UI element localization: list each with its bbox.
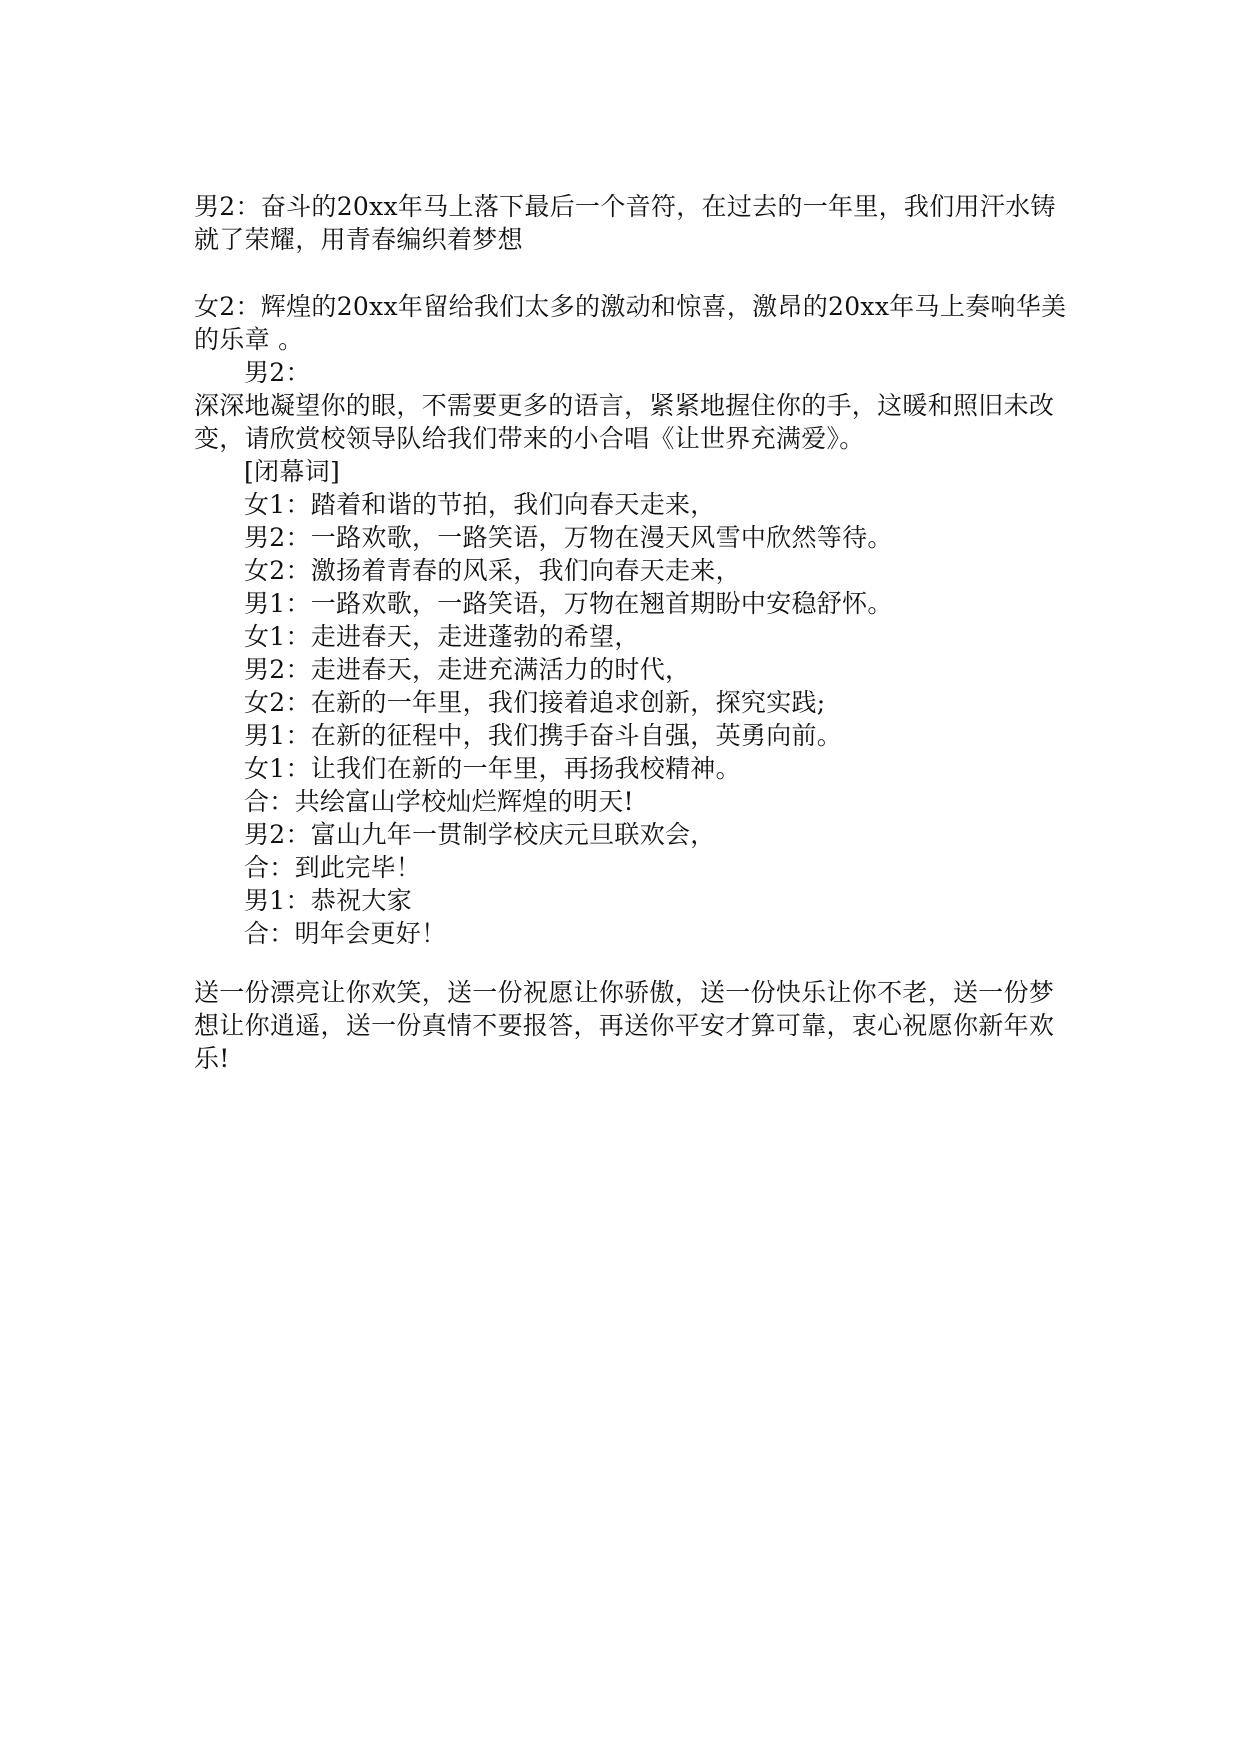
paragraph-greeting	[194, 976, 1054, 1075]
speaker-line: 男2：	[244, 358, 311, 387]
text-line: 男2：奋斗的20xx年马上落下最后一个音符，在过去的一年里，我们用汗水铸	[194, 192, 1056, 221]
paragraph-opening	[194, 190, 1054, 256]
text-line: 的乐章 。	[194, 325, 304, 354]
text-line: 送一份漂亮让你欢笑，送一份祝愿让你骄傲，送一份快乐让你不老，送一份梦	[194, 978, 1055, 1007]
text-line: 想让你逍遥，送一份真情不要报答，再送你平安才算可靠，衷心祝愿你新年欢	[194, 1011, 1055, 1040]
dialogue-line: 女1：让我们在新的一年里，再扬我校精神。	[244, 754, 741, 783]
section-heading-closing: [闭幕词]	[244, 457, 341, 486]
dialogue-line: 女1：走进春天，走进蓬勃的希望，	[244, 622, 640, 651]
dialogue-line: 男1：恭祝大家	[244, 886, 413, 915]
paragraph-dialogue	[194, 290, 1067, 950]
dialogue-line: 男1：在新的征程中，我们携手奋斗自强，英勇向前。	[244, 721, 843, 750]
dialogue-line: 女1：踏着和谐的节拍，我们向春天走来，	[244, 490, 716, 519]
dialogue-line: 合：到此完毕！	[244, 853, 422, 882]
dialogue-line: 合：共绘富山学校灿烂辉煌的明天!	[244, 787, 634, 816]
dialogue-line: 合：明年会更好！	[244, 919, 447, 948]
text-line: 女2：辉煌的20xx年留给我们太多的激动和惊喜，激昂的20xx年马上奏响华美	[194, 292, 1067, 321]
dialogue-line: 男2：走进春天，走进充满活力的时代，	[244, 655, 691, 684]
text-line: 就了荣耀，用青春编织着梦想	[194, 225, 523, 254]
dialogue-line: 男2：一路欢歌，一路笑语，万物在漫天风雪中欣然等待。	[244, 523, 893, 552]
text-line: 乐!	[194, 1044, 230, 1073]
text-line: 深深地凝望你的眼，不需要更多的语言，紧紧地握住你的手，这暖和照旧未改	[194, 391, 1055, 420]
dialogue-line: 男1：一路欢歌，一路笑语，万物在翘首期盼中安稳舒怀。	[244, 589, 893, 618]
dialogue-line: 女2：激扬着青春的风采，我们向春天走来，	[244, 556, 741, 585]
dialogue-line: 女2：在新的一年里，我们接着追求创新，探究实践;	[244, 688, 826, 717]
dialogue-line: 男2：富山九年一贯制学校庆元旦联欢会，	[244, 820, 716, 849]
text-line: 变，请欣赏校领导队给我们带来的小合唱《让世界充满爱》。	[194, 424, 865, 453]
